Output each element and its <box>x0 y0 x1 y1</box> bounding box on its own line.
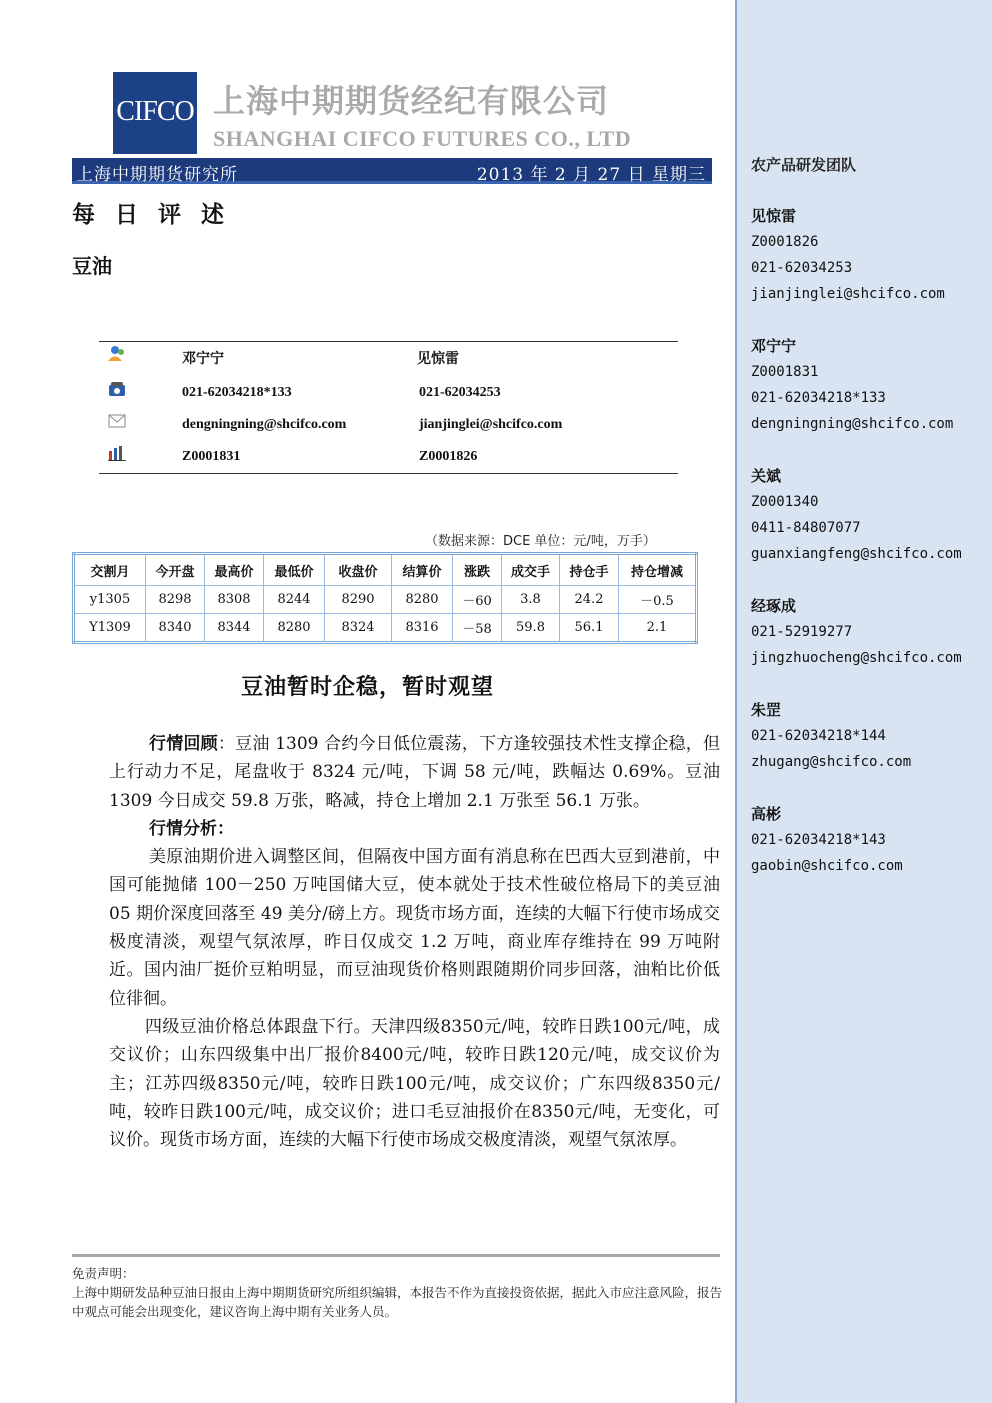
analysis-paragraph-1: 美原油期价进入调整区间，但隔夜中国方面有消息称在巴西大豆到港前，中国可能抛储 100－250 万吨国储大豆，使本就处于技术性破位格局下的美豆油 05 期价深度回落至 49 美分/磅上方。现货市场方面，连续的大幅下行使市场成交极度清淡，观望气氛浓厚，昨日仅成交 1.2 万吨，商业库存维持在 99 万吨附近。国内油厂挺价豆粕明显，而豆油现货价格则跟随期价同步回落，油粕比价低位徘徊。 <box>109 847 720 1009</box>
sidebar-contact <box>751 801 903 879</box>
table-header: 今开盘 <box>146 554 205 586</box>
table-cell: 8280 <box>264 614 325 643</box>
sidebar-contact <box>751 463 962 567</box>
disclaimer-text: 上海中期研发品种豆油日报由上海中期期货研究所组织编辑，本报告不作为直接投资依据，据此入市应注意风险，报告中观点可能会出现变化，建议咨询上海中期有关业务人员。 <box>72 1285 723 1319</box>
review-label: 行情回顾 <box>149 734 218 754</box>
mail-icon <box>108 413 126 429</box>
contact-email[interactable]: jianjinglei@shcifco.com <box>751 286 945 302</box>
sidebar-contact <box>751 697 911 775</box>
analysis-heading <box>109 815 720 843</box>
company-name-cn: 上海中期期货经纪有限公司 <box>213 82 610 120</box>
report-date: 2013 年 2 月 27 日 星期三 <box>476 165 706 185</box>
table-cell: 2.1 <box>619 614 697 643</box>
contact-phone: 021-62034253 <box>751 260 853 276</box>
table-cell: 8244 <box>264 586 325 614</box>
analyst-1-phone: 021-62034218*133 <box>182 385 292 400</box>
table-cell: 24.2 <box>560 586 619 614</box>
table-row <box>74 586 697 614</box>
contact-phone: 021-62034218*133 <box>751 390 886 406</box>
disclaimer-title: 免责声明： <box>72 1266 135 1281</box>
table-cell: 8290 <box>325 586 392 614</box>
contact-phone: 021-62034218*144 <box>751 728 886 744</box>
contact-name: 高彬 <box>751 805 782 823</box>
table-header: 持仓手 <box>560 554 619 586</box>
table-cell: Y1309 <box>74 614 146 643</box>
table-cell: －0.5 <box>619 586 697 614</box>
table-cell: 8316 <box>392 614 453 643</box>
sidebar-contact <box>751 333 953 437</box>
sidebar <box>735 0 992 1403</box>
table-header: 交割月 <box>74 554 146 586</box>
table-cell: －58 <box>453 614 502 643</box>
table-header: 涨跌 <box>453 554 502 586</box>
contact-name: 邓宁宁 <box>751 337 797 355</box>
sidebar-contact <box>751 203 945 307</box>
table-cell: －60 <box>453 586 502 614</box>
data-source-note: （数据来源：DCE 单位：元/吨，万手） <box>425 534 656 549</box>
company-logo-mark <box>113 72 197 154</box>
table-header: 成交手 <box>502 554 560 586</box>
contact-name: 见惊雷 <box>751 207 797 225</box>
table-cell: 8280 <box>392 586 453 614</box>
table-cell: 8308 <box>205 586 264 614</box>
market-data-table <box>72 552 698 644</box>
institute-name: 上海中期期货研究所 <box>76 165 238 185</box>
divider <box>99 341 678 342</box>
table-cell: 8340 <box>146 614 205 643</box>
table-cell: 56.1 <box>560 614 619 643</box>
contact-license: Z0001831 <box>751 364 819 380</box>
contact-email[interactable]: guanxiangfeng@shcifco.com <box>751 546 962 562</box>
phone-icon <box>108 381 126 397</box>
analyst-1-license: Z0001831 <box>182 449 241 464</box>
article-title: 豆油暂时企稳，暂时观望 <box>240 675 494 700</box>
divider <box>99 473 678 474</box>
company-name-en: SHANGHAI CIFCO FUTURES CO., LTD <box>213 126 632 151</box>
analyst-2-name: 见惊雷 <box>417 352 459 367</box>
table-header: 持仓增减 <box>619 554 697 586</box>
header-bar <box>72 158 712 184</box>
analysis-label: 行情分析： <box>149 818 234 839</box>
table-cell: 8324 <box>325 614 392 643</box>
contact-phone: 021-62034218*143 <box>751 832 886 848</box>
analyst-2-license: Z0001826 <box>419 449 478 464</box>
table-header: 最低价 <box>264 554 325 586</box>
license-icon <box>108 445 126 461</box>
analysis-paragraph-2: 四级豆油价格总体跟盘下行。天津四级8350元/吨，较昨日跌100元/吨，成交议价；山东四级集中出厂报价8400元/吨，较昨日跌120元/吨，成交议价为主；江苏四级8350元/吨，较昨日跌100元/吨，成交议价；广东四级8350元/吨，较昨日跌100元/吨，成交议价；进口毛豆油报价在8350元/吨，无变化，可议价。现货市场方面，连续的大幅下行使市场成交极度清淡，观望气氛浓厚。 <box>109 1016 720 1151</box>
disclaimer <box>72 1264 722 1321</box>
table-cell: 3.8 <box>502 586 560 614</box>
analyst-2-phone: 021-62034253 <box>419 385 501 400</box>
contact-email[interactable]: jingzhuocheng@shcifco.com <box>751 650 962 666</box>
contact-phone: 0411-84807077 <box>751 520 861 536</box>
footer-divider <box>72 1254 720 1257</box>
table-cell: 8344 <box>205 614 264 643</box>
contact-license: Z0001826 <box>751 234 819 250</box>
article-body <box>109 730 720 1154</box>
table-header: 结算价 <box>392 554 453 586</box>
analyst-1-email[interactable]: dengningning@shcifco.com <box>182 417 347 432</box>
analyst-2-email[interactable]: jianjinglei@shcifco.com <box>419 417 563 432</box>
contact-email[interactable]: gaobin@shcifco.com <box>751 858 903 874</box>
contact-name: 关斌 <box>751 467 782 485</box>
product-name: 豆油 <box>72 254 112 278</box>
logo-mark-text: CIFCO <box>116 96 194 127</box>
table-cell: y1305 <box>74 586 146 614</box>
contact-name: 经琢成 <box>751 597 797 615</box>
table-row <box>74 614 697 643</box>
sidebar-contact <box>751 593 962 671</box>
person-icon <box>108 345 126 361</box>
contact-name: 朱罡 <box>751 701 782 719</box>
table-cell: 8298 <box>146 586 205 614</box>
contact-email[interactable]: dengningning@shcifco.com <box>751 416 954 432</box>
review-paragraph <box>109 730 720 815</box>
table-cell: 59.8 <box>502 614 560 643</box>
review-text: ：豆油 1309 合约今日低位震荡，下方逢较强技术性支撑企稳，但上行动力不足，尾盘收于 8324 元/吨，下调 58 元/吨，跌幅达 0.69%。豆油 1309 今日成交 59.8 万张，略减，持仓上增加 2.1 万张至 56.1 万张。 <box>109 734 721 811</box>
analyst-1-name: 邓宁宁 <box>182 352 224 367</box>
contact-phone: 021-52919277 <box>751 624 853 640</box>
team-name: 农产品研发团队 <box>751 156 857 174</box>
contact-email[interactable]: zhugang@shcifco.com <box>751 754 912 770</box>
table-header-row <box>74 554 697 586</box>
table-header: 最高价 <box>205 554 264 586</box>
table-header: 收盘价 <box>325 554 392 586</box>
contact-license: Z0001340 <box>751 494 819 510</box>
document-type: 每 日 评 述 <box>72 201 231 228</box>
